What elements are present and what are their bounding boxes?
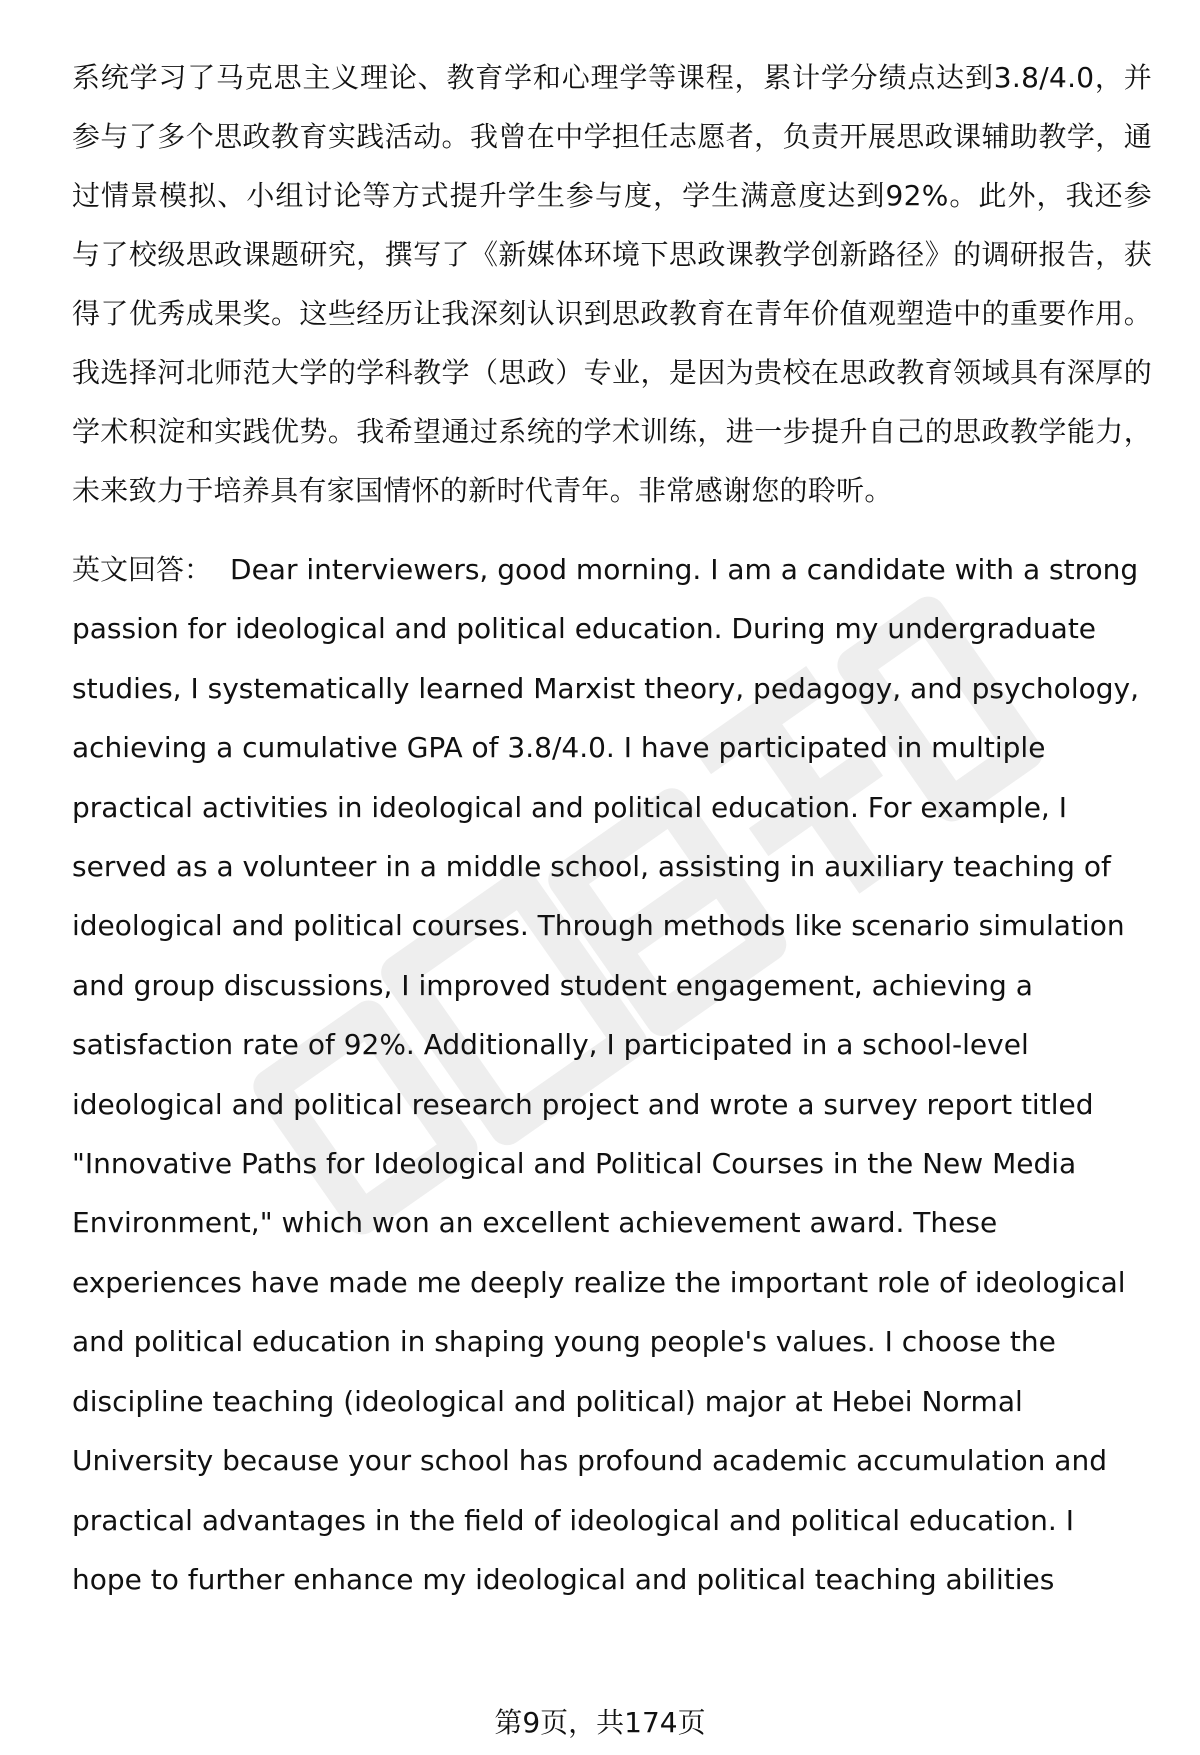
content-area	[72, 48, 1152, 1609]
english-answer-paragraph: Dear interviewers, good morning. I am a candidate with a strong passion for ideological and political education. During my undergraduate studies, I systematically learned Marxist theory, pedagogy, and psychology, achieving a cumulative GPA of 3.8/4.0. I have participated in multiple practical activities in ideological and political education. For example, I served as a volunteer in a middle school, assisting in auxiliary teaching of ideological and political courses. Through methods like scenario simulation and group discussions, I improved student engagement, achieving a satisfaction rate of 92%. Additionally, I participated in a school-level ideological and political research project and wrote a survey report titled "Innovative Paths for Ideological and Political Courses in the New Media Environment," which won an excellent achievement award. These experiences have made me deeply realize the important role of ideological and political education in shaping young people's values. I choose the discipline teaching (ideological and political) major at Hebei Normal University because your school has profound academic accumulation and practical advantages in the field of ideological and political education. I hope to further enhance my ideological and political teaching abilities	[72, 553, 1139, 1596]
chinese-answer-paragraph: 系统学习了马克思主义理论、教育学和心理学等课程，累计学分绩点达到3.8/4.0，并参与了多个思政教育实践活动。我曾在中学担任志愿者，负责开展思政课辅助教学，通过情景模拟、小组讨论等方式提升学生参与度，学生满意度达到92%。此外，我还参与了校级思政课题研究，撰写了《新媒体环境下思政课教学创新路径》的调研报告，获得了优秀成果奖。这些经历让我深刻认识到思政教育在青年价值观塑造中的重要作用。我选择河北师范大学的学科教学（思政）专业，是因为贵校在思政教育领域具有深厚的学术积淀和实践优势。我希望通过系统的学术训练，进一步提升自己的思政教学能力，未来致力于培养具有家国情怀的新时代青年。非常感谢您的聆听。	[72, 61, 1152, 507]
english-answer-label: 英文回答：	[72, 553, 213, 586]
english-answer-block	[72, 540, 1152, 1609]
page-indicator: 第9页，共174页	[494, 1706, 706, 1739]
